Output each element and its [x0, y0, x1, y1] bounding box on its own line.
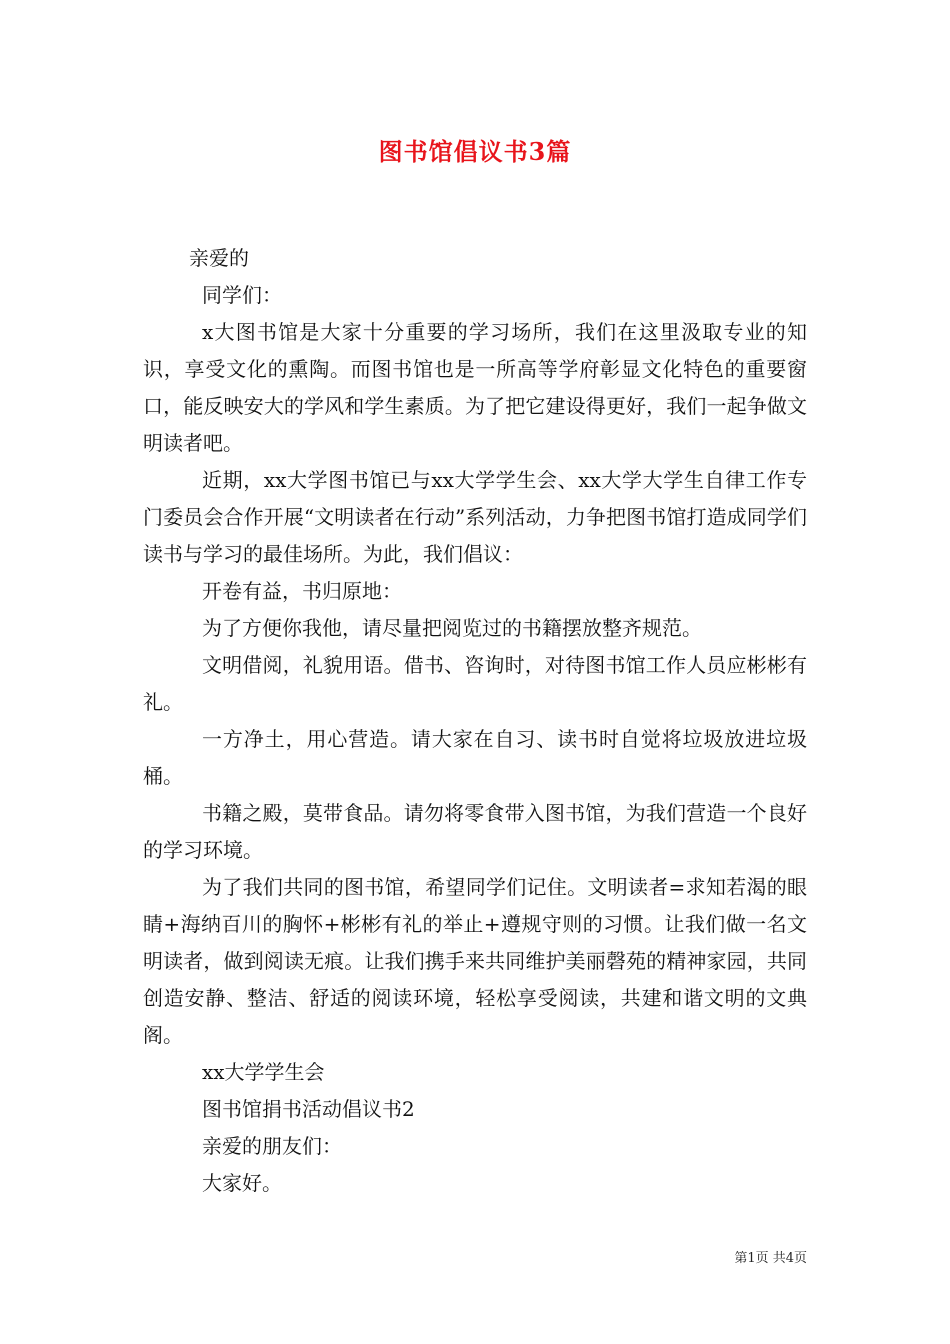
signature-line: xx大学学生会: [202, 1060, 325, 1084]
document-body: [143, 240, 807, 1202]
paragraph: 一方净土，用心营造。请大家在自习、读书时自觉将垃圾放进垃圾桶。: [143, 727, 807, 788]
paragraph: 为了我们共同的图书馆，希望同学们记住。文明读者=求知若渴的眼睛+海纳百川的胸怀+彬彬有礼的举止+遵规守则的习惯。让我们做一名文明读者，做到阅读无痕。让我们携手来共同维护美丽磬苑的精神家园，共同创造安静、整洁、舒适的阅读环境，轻松享受阅读，共建和谐文明的文典阁。: [143, 875, 807, 1047]
paragraph: 近期，xx大学图书馆已与xx大学学生会、xx大学大学生自律工作专门委员会合作开展“文明读者在行动”系列活动，力争把图书馆打造成同学们读书与学习的最佳场所。为此，我们倡议：: [143, 468, 807, 566]
greeting-line: 亲爱的: [189, 246, 249, 270]
document-title: 图书馆倡议书3篇: [378, 137, 572, 166]
paragraph: 开卷有益，书归原地：: [202, 579, 402, 603]
paragraph: 为了方便你我他，请尽量把阅览过的书籍摆放整齐规范。: [202, 616, 702, 640]
salutation-line: 同学们：: [202, 283, 282, 307]
paragraph: 文明借阅，礼貌用语。借书、咨询时，对待图书馆工作人员应彬彬有礼。: [143, 653, 807, 714]
salutation-line: 亲爱的朋友们：: [202, 1134, 342, 1158]
paragraph: 书籍之殿，莫带食品。请勿将零食带入图书馆，为我们营造一个良好的学习环境。: [143, 801, 807, 862]
page-number: 第1页 共4页: [734, 1251, 807, 1266]
section-heading: 图书馆捐书活动倡议书2: [202, 1097, 415, 1121]
paragraph: 大家好。: [202, 1171, 282, 1195]
paragraph: x大图书馆是大家十分重要的学习场所，我们在这里汲取专业的知识，享受文化的熏陶。而图书馆也是一所高等学府彰显文化特色的重要窗口，能反映安大的学风和学生素质。为了把它建设得更好，我们一起争做文明读者吧。: [143, 320, 807, 455]
